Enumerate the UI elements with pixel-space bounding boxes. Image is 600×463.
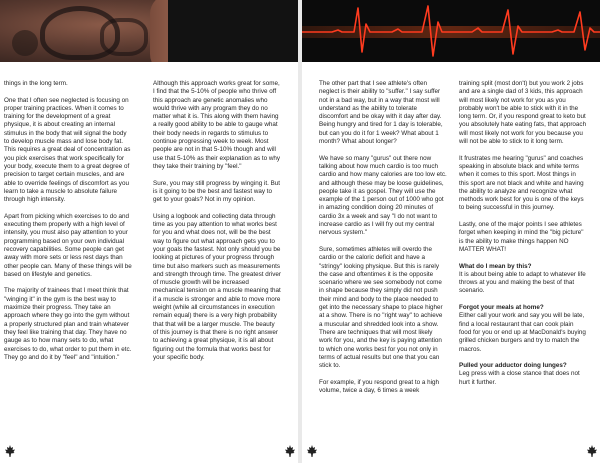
paragraph: training split (most don't) but you work 2 jobs and are a single dad of 3 kids, this approach will most likely not work for you as you probably won't be able to stick with it in the long term. Or, if you respond great to keto but you absolutely hate eating fats, that approach will most likely not work for you because you will not be able to stick to it long term. <box>459 80 587 146</box>
paragraph: Although this approach works great for some, I find that the 5-10% of people who thrive off this approach are genetic anomalies who would thrive with any program they do no matter what it is. This along with them having a really good ability to be able to gauge what their body needs in regards to stimulus to continue progressing week to week. Most people are not in that 5-10% though and will use that 5-10% as their explanation as to why they take their training by "feel." <box>153 80 281 170</box>
paragraph: Lastly, one of the major points I see athletes forget when keeping in mind the "big picture" is the ability to make things happen NO MATTER WHAT! <box>459 221 584 253</box>
paragraph: Sure, you may still progress by winging it. But is it going to be the best and fastest way to get to your goals? Not in my opinion. <box>153 179 281 204</box>
maple-leaf-icon <box>284 445 296 457</box>
right-column-2 <box>459 80 587 395</box>
paragraph: Apart from picking which exercises to do and executing them properly with a high level of intensity, you must also pay attention to your programming based on your own individual recovery capabilities. Some people can get away with more sets or less rest days than other people can. Many of these things will be based on lifestyle and genetics. <box>4 212 132 278</box>
right-column-1 <box>319 80 447 404</box>
paragraph: The other part that I see athlete's often neglect is their ability to "suffer." I say suffer not in a bad way, but in a way that most will understand as the ability to tolerate discomfort and be okay with it day after day. Being hungry and tired for 1 day is tolerable, but can you do it for 1 week? What about 1 month? What about longer? <box>319 80 443 146</box>
paragraph: It frustrates me hearing "gurus" and coaches speaking in absolute black and white terms when it comes to this sport. Most things in this sport are not black and white and having the ability to analyze and recognize what methods work best for you is one of the keys to being successful in this journey. <box>459 154 584 212</box>
paragraph: Leg press with a close stance that does not hurt it further. <box>459 370 580 386</box>
paragraph: We have so many "gurus" out there now talking about how much cardio is too much cardio and how many calories are too low etc. and although these may be loose guidelines, people take it as gospel. They will use the example of the 1 person out of 1000 who got in amazing condition doing 20 minutes of cardio 3x a week and say "I do not want to increase cardio as I will fry out my central nervous system." <box>319 154 447 237</box>
heartbeat-line-icon <box>302 0 600 62</box>
paragraph: One that I often see neglected is focusing on proper training practices. When it comes to training for the development of a great physique, it is about creating an internal stimulus in the body that will signal the body to develop muscle mass and lose body fat. This requires a great deal of concentration as you pick exercises that work specifically for your body, execute them to a great degree of precision to target certain muscles, and are able to override feelings of discomfort as you learn to take a muscle to absolute failure through high intensity. <box>4 96 131 204</box>
paragraph: Sure, sometimes athletes will overdo the cardio or the caloric deficit and have a "stringy" looking physique. But this is rarely the case and oftentimes it is the opposite scenario where we see somebody not come in shape because they simply did not push their mind and body to the place needed to get into the necessary shape to place higher at a show. There is no "right way" to achieve a muscular and shredded look into a show. There are techniques that will most likely work for you, and the key is paying attention to which one works best for you not only in terms of actual results but one that you can stick to. <box>319 245 443 370</box>
maple-leaf-icon <box>4 445 16 457</box>
left-column-1 <box>4 80 132 370</box>
maple-leaf-icon <box>306 445 318 457</box>
right-page <box>302 0 600 463</box>
subheading: Forgot your meals at home? <box>459 304 544 312</box>
left-page <box>0 0 298 463</box>
heartbeat-banner-photo <box>302 0 600 62</box>
left-column-2 <box>153 80 281 370</box>
paragraph: The majority of trainees that I meet think that "winging it" in the gym is the best way to maximize their progress. They take an approach where they go into the gym without a properly structured plan and train whatever they feel like training that day. They have no gauge as to how many sets to do, what exercises to do, what order to put them in etc. They go and do it by "feel" and "intuition." <box>4 287 132 361</box>
tattoo-banner-photo <box>0 0 298 62</box>
paragraph: It is about being able to adapt to whatever life throws at you and making the best of that scenario. <box>459 270 586 295</box>
paragraph: Using a logbook and collecting data through time as you pay attention to what works best for you and what does not, will be the best way to figure out what approach gets you to your goals the fastest. Not only should you be looking at pictures of your progress through time but also markers such as measurements and strength through time. The greatest driver of muscle growth will be increased mechanical tension on a muscle meaning that if a muscle is stronger and able to move more weight (while all circumstances in execution remain equal) there is a very high probability that that will be a larger muscle. The beauty of this journey is that there is no right answer to achieving a great physique, it is all about figuring out the formula that works best for your specific body. <box>153 212 281 361</box>
paragraph: For example, if you respond great to a high volume, twice a day, 6 times a week <box>319 378 440 394</box>
paragraph: Either call your work and say you will be late, find a local restaurant that can cook plain food for you or end up at MacDonald's buying grilled chicken burgers and try to match the macros. <box>459 312 586 353</box>
maple-leaf-icon <box>586 445 598 457</box>
subheading: What do I mean by this? <box>459 262 532 270</box>
subheading: Pulled your adductor doing lunges? <box>459 362 567 370</box>
paragraph: things in the long term. <box>4 80 68 87</box>
